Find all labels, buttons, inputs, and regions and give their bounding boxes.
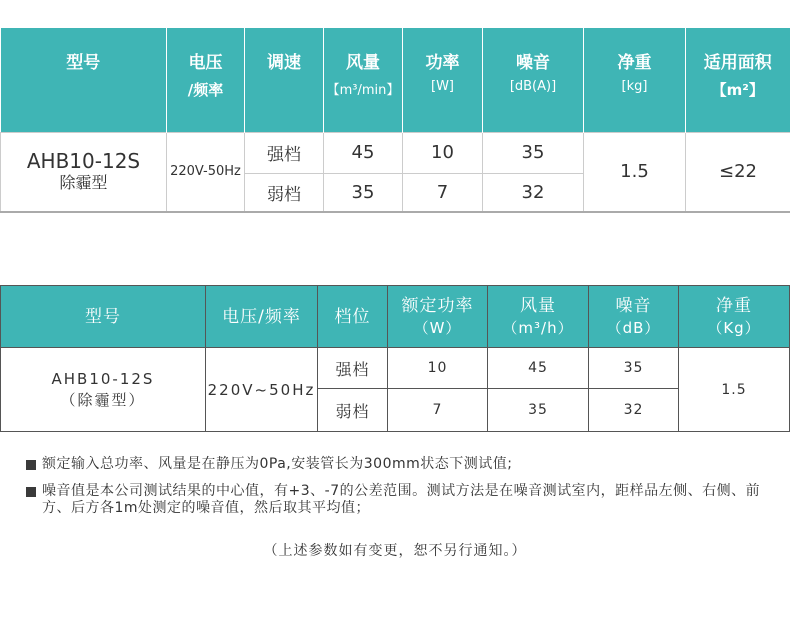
model-name: AHB10-12S — [26, 148, 141, 173]
square-bullet-icon — [26, 460, 36, 470]
header-power: 额定功率 （W） — [388, 286, 488, 348]
header-airflow: 风量 【m³/min】 — [324, 28, 403, 132]
airflow-cell: 45 — [324, 132, 403, 173]
noise-cell: 35 — [589, 348, 679, 389]
weight-cell: 1.5 — [679, 348, 790, 432]
noise-cell: 32 — [483, 173, 584, 212]
power-cell: 10 — [403, 132, 483, 173]
header-airflow: 风量 （m³/h） — [488, 286, 589, 348]
noise-cell: 35 — [483, 132, 584, 173]
table-header-row — [1, 286, 790, 348]
area-cell: ≤22 — [686, 132, 790, 212]
airflow-cell: 35 — [488, 389, 589, 432]
note-text: 额定输入总功率、风量是在静压为0Pa,安装管长为300mm状态下测试值; — [42, 456, 513, 472]
header-speed: 调速 — [245, 28, 324, 132]
spec-table-2 — [0, 285, 790, 432]
speed-cell: 弱档 — [245, 173, 324, 212]
power-cell: 10 — [388, 348, 488, 389]
header-area: 适用面积 【m²】 — [686, 28, 790, 132]
model-subtitle: 除霾型 — [59, 172, 108, 192]
speed-cell: 强档 — [245, 132, 324, 173]
header-voltage: 电压/频率 — [206, 286, 318, 348]
table-row — [1, 348, 790, 389]
noise-cell: 32 — [589, 389, 679, 432]
header-model: 型号 — [1, 28, 167, 132]
header-power: 功率 [W] — [403, 28, 483, 132]
header-weight: 净重 [kg] — [584, 28, 686, 132]
model-cell — [1, 348, 206, 432]
notes-section — [26, 456, 786, 527]
header-model: 型号 — [1, 286, 206, 348]
speed-cell: 强档 — [318, 348, 388, 389]
voltage-cell: 220V-50Hz — [167, 132, 245, 212]
model-name: AHB10-12S — [51, 369, 155, 388]
table-header-row — [1, 28, 790, 132]
airflow-cell: 45 — [488, 348, 589, 389]
table-row — [1, 132, 790, 173]
power-cell: 7 — [388, 389, 488, 432]
weight-cell: 1.5 — [584, 132, 686, 212]
model-subtitle: （除霾型） — [60, 390, 146, 409]
speed-cell: 弱档 — [318, 389, 388, 432]
model-cell — [1, 132, 167, 212]
header-noise: 噪音 （dB） — [589, 286, 679, 348]
note-text: 噪音值是本公司测试结果的中心值，有+3、-7的公差范围。测试方法是在噪音测试室内，距样品左侧、右侧、前方、后方各1m处测定的噪音值，然后取其平均值； — [42, 483, 761, 516]
disclaimer-text: （上述参数如有变更，恕不另行通知。） — [263, 543, 527, 559]
header-weight: 净重 （Kg） — [679, 286, 790, 348]
square-bullet-icon — [26, 487, 36, 497]
note-item — [26, 483, 786, 517]
header-noise: 噪音 [dB(A)] — [483, 28, 584, 132]
header-speed: 档位 — [318, 286, 388, 348]
power-cell: 7 — [403, 173, 483, 212]
note-item — [26, 456, 786, 473]
header-voltage: 电压 /频率 — [167, 28, 245, 132]
voltage-cell: 220V~50Hz — [206, 348, 318, 432]
spec-table-1 — [0, 28, 790, 213]
airflow-cell: 35 — [324, 173, 403, 212]
